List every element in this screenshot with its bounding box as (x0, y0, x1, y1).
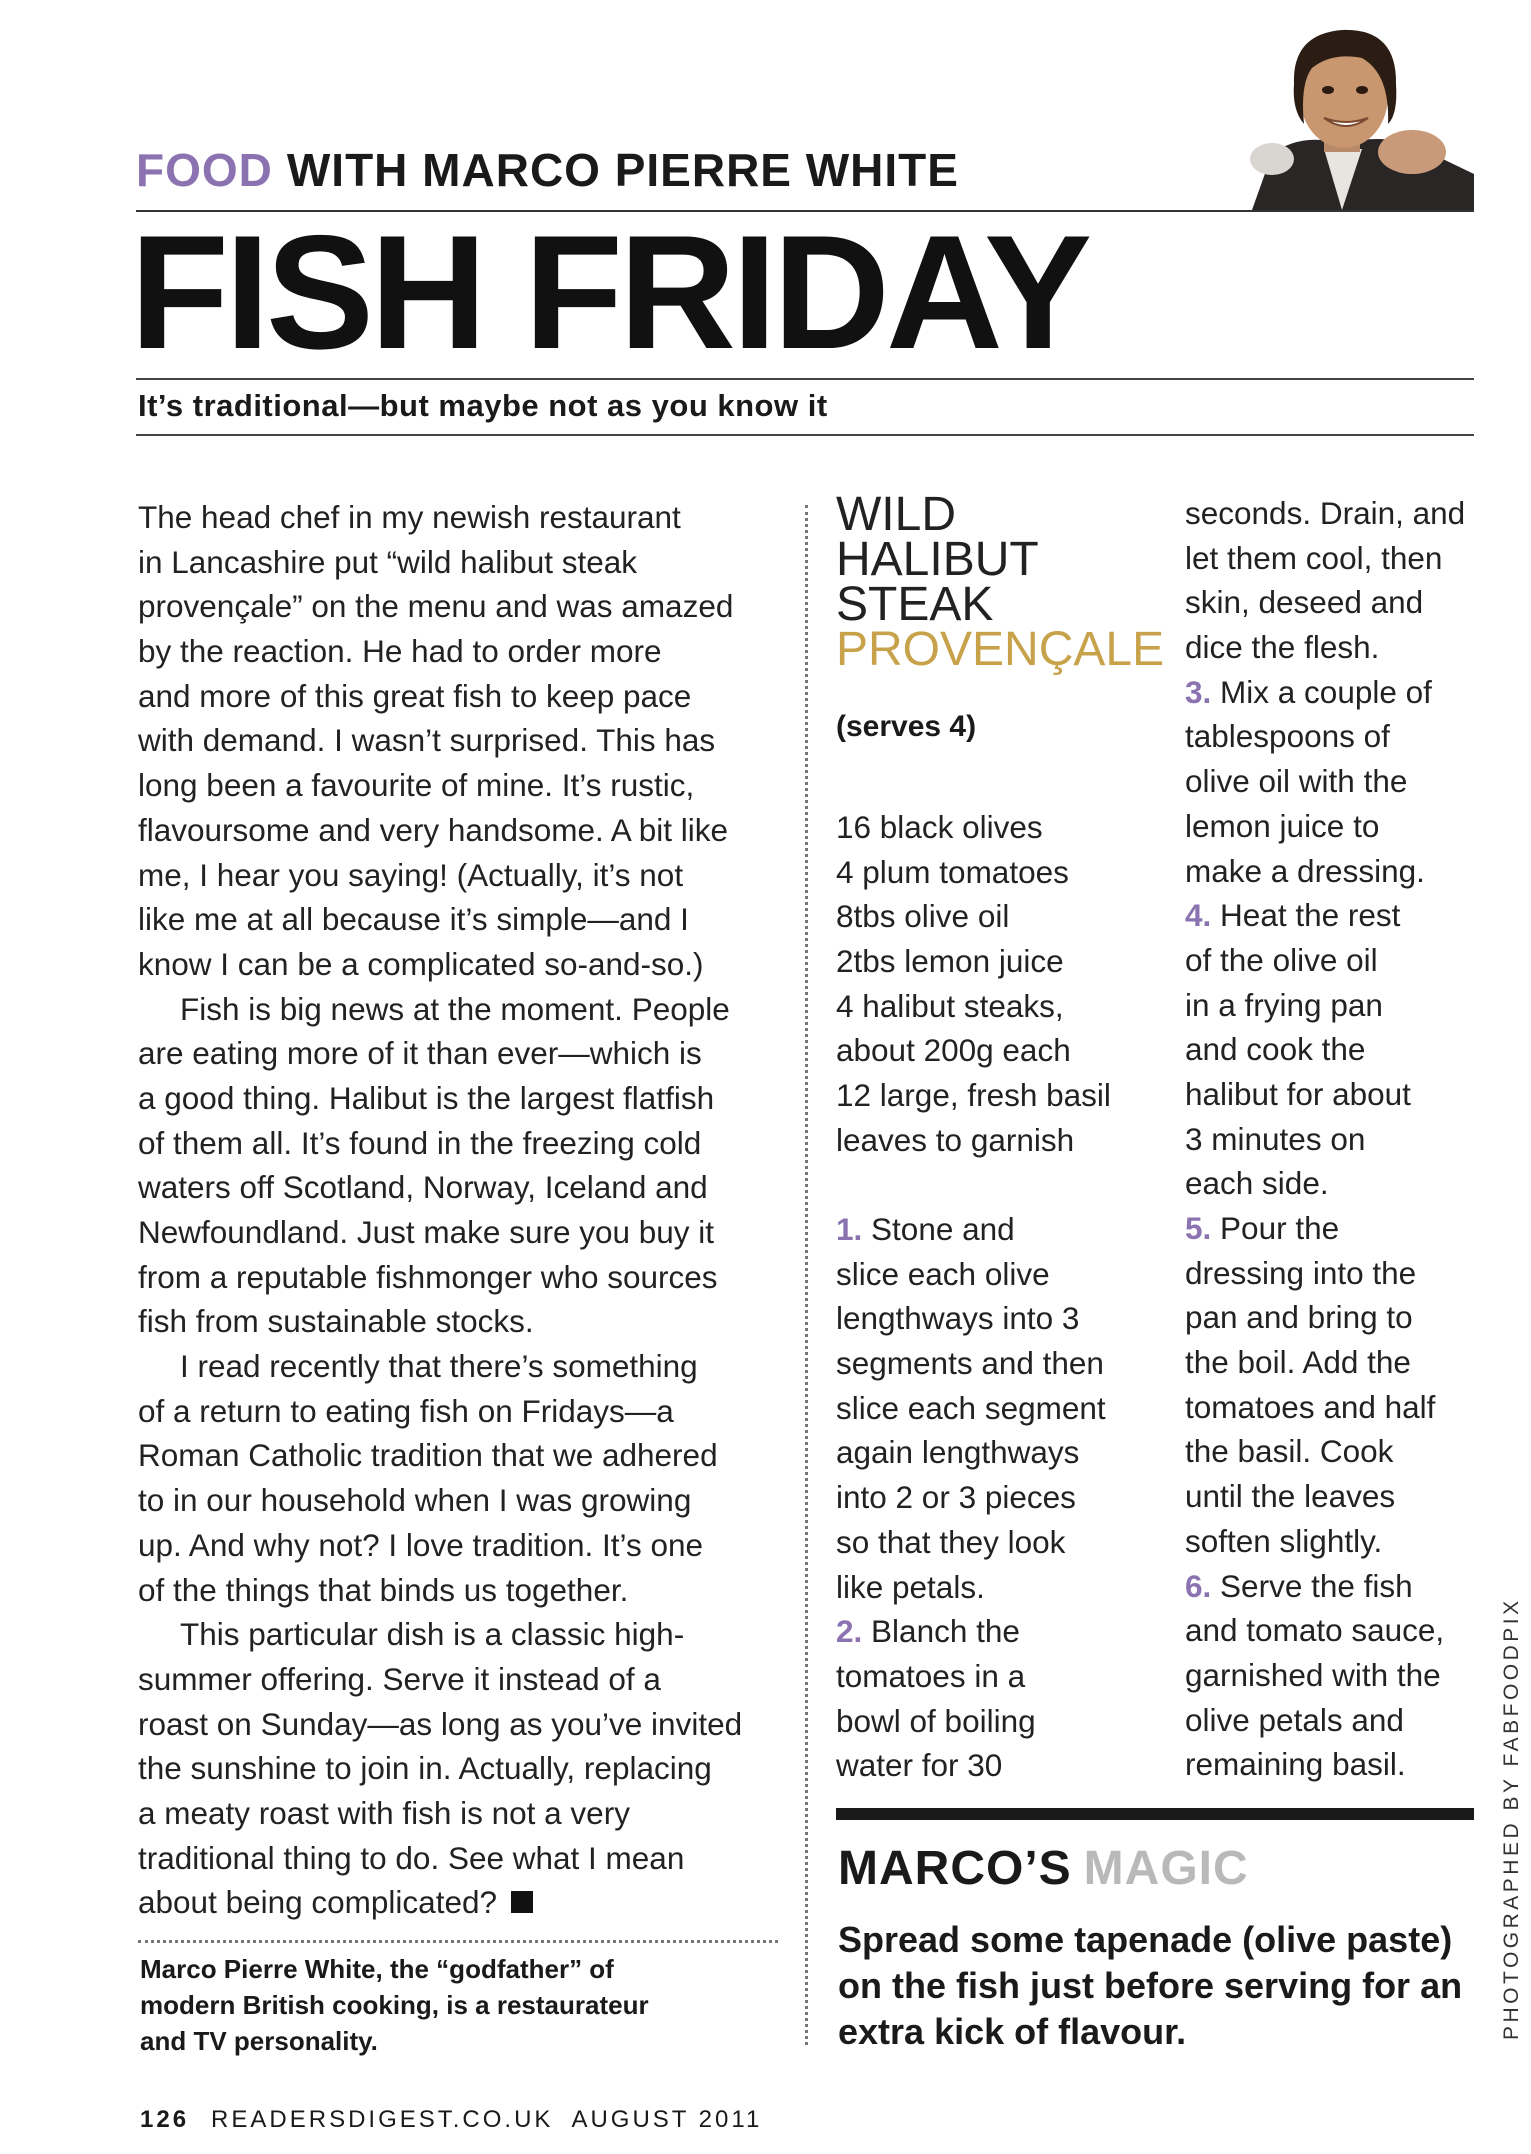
ingredient-item: 8tbs olive oil (836, 898, 1010, 935)
body-line-text: provençale” on the menu and was amazed (138, 588, 734, 625)
method-text: like petals. (836, 1568, 985, 1605)
body-line (138, 1478, 778, 1523)
method-line (836, 1743, 1106, 1788)
method-line (836, 1252, 1106, 1297)
author-bio (140, 1951, 780, 2059)
method-line (1185, 1072, 1465, 1117)
method-steps-col-a (836, 1207, 1106, 1788)
method-line (1185, 670, 1465, 715)
body-line (138, 1880, 778, 1925)
method-text: the basil. Cook (1185, 1433, 1394, 1470)
recipe-serves: (serves 4) (836, 710, 977, 743)
body-line-text: about being complicated? (138, 1884, 498, 1921)
method-line (1185, 1608, 1465, 1653)
body-line (138, 1657, 778, 1702)
method-text: make a dressing. (1185, 852, 1425, 889)
magic-tip-line: on the fish just before serving for an (838, 1965, 1463, 2006)
body-line (138, 674, 778, 719)
method-text: again lengthways (836, 1434, 1080, 1471)
body-line-text: of them all. It’s found in the freezing cold (138, 1124, 702, 1161)
bio-line: and TV personality. (140, 2026, 378, 2056)
ingredient-item: about 200g each (836, 1032, 1071, 1069)
body-line-text: long been a favourite of mine. It’s rustic, (138, 767, 695, 804)
page-footer (140, 2106, 762, 2134)
body-line-text: waters off Scotland, Norway, Iceland and (138, 1169, 708, 1206)
method-line (1185, 580, 1465, 625)
body-line (138, 1344, 778, 1389)
method-text: dressing into the (1185, 1254, 1417, 1291)
method-text: until the leaves (1185, 1478, 1396, 1515)
method-text: Blanch the (871, 1613, 1020, 1650)
method-line (1185, 1385, 1465, 1430)
body-line (138, 718, 778, 763)
method-line (836, 1565, 1106, 1610)
body-line-text: from a reputable fishmonger who sources (138, 1258, 718, 1295)
footer-site: READERSDIGEST.CO.UK (211, 2106, 554, 2133)
body-line (138, 495, 778, 540)
method-line (1185, 1474, 1465, 1519)
method-text: segments and then (836, 1345, 1104, 1382)
body-line (138, 897, 778, 942)
ingredient-item: 16 black olives (836, 809, 1043, 845)
method-text: lengthways into 3 (836, 1300, 1080, 1337)
body-line-text: are eating more of it than ever—which is (138, 1035, 702, 1072)
body-line (138, 629, 778, 674)
method-text: the boil. Add the (1185, 1344, 1411, 1381)
body-line (138, 1568, 778, 1613)
photo-credit: PHOTOGRAPHED BY FABFOODPIX (1500, 1597, 1523, 2040)
body-line (138, 1836, 778, 1881)
method-line (1185, 893, 1465, 938)
bio-line: Marco Pierre White, the “godfather” of (140, 1954, 614, 1984)
method-text: remaining basil. (1185, 1746, 1406, 1783)
method-line (1185, 1564, 1465, 1609)
method-line (1185, 625, 1465, 670)
method-text: so that they look (836, 1523, 1066, 1560)
method-text: and tomato sauce, (1185, 1612, 1445, 1649)
body-line (138, 942, 778, 987)
method-line (1185, 1698, 1465, 1743)
body-line (138, 808, 778, 853)
magic-title-dark: MARCO’S (838, 1842, 1072, 1895)
body-line (138, 1702, 778, 1747)
method-text: each side. (1185, 1165, 1329, 1202)
method-text: and cook the (1185, 1031, 1366, 1068)
bio-divider (138, 1940, 778, 1943)
method-line (1185, 1206, 1465, 1251)
method-text: in a frying pan (1185, 986, 1383, 1023)
body-line (138, 540, 778, 585)
body-line (138, 1121, 778, 1166)
method-text: skin, deseed and (1185, 584, 1424, 621)
recipe-title-line: STEAK (836, 578, 994, 631)
body-line-text: Fish is big news at the moment. People (180, 990, 730, 1027)
standfirst-bottom-rule (136, 434, 1474, 436)
body-line-text: like me at all because it’s simple—and I (138, 901, 689, 938)
body-line (138, 987, 778, 1032)
method-text: olive petals and (1185, 1701, 1404, 1738)
method-text: pan and bring to (1185, 1299, 1413, 1336)
method-text: tomatoes and half (1185, 1388, 1436, 1425)
body-line-text: I read recently that there’s something (180, 1348, 698, 1385)
method-text: Heat the rest (1220, 897, 1401, 934)
body-line (138, 1255, 778, 1300)
body-line-text: fish from sustainable stocks. (138, 1303, 534, 1340)
body-line-text: in Lancashire put “wild halibut steak (138, 543, 638, 580)
body-line-text: of the things that binds us together. (138, 1571, 629, 1608)
method-text: tomatoes in a (836, 1657, 1026, 1694)
body-line (138, 1076, 778, 1121)
body-line (138, 1299, 778, 1344)
method-line (836, 1654, 1106, 1699)
method-line (1185, 938, 1465, 983)
method-text: olive oil with the (1185, 763, 1408, 800)
method-steps-col-b (1185, 491, 1465, 1787)
method-text: lemon juice to (1185, 807, 1380, 844)
method-line (1185, 983, 1465, 1028)
method-text: garnished with the (1185, 1656, 1441, 1693)
method-line (836, 1430, 1106, 1475)
recipe-title-accent: PROVENÇALE (836, 623, 1165, 676)
body-line-text: Roman Catholic tradition that we adhered (138, 1437, 718, 1474)
method-line (836, 1296, 1106, 1341)
method-line (1185, 804, 1465, 849)
chef-portrait-photo (1212, 14, 1474, 210)
footer-date: AUGUST 2011 (571, 2106, 763, 2133)
section-kicker: FOOD (136, 144, 273, 196)
standfirst-top-rule (136, 378, 1474, 380)
step-number: 1. (836, 1211, 863, 1247)
recipe-title (836, 488, 1165, 676)
magic-tip-line: extra kick of flavour. (838, 2011, 1187, 2052)
body-line (138, 1389, 778, 1434)
step-number: 6. (1185, 1567, 1212, 1604)
body-line (138, 763, 778, 808)
method-line (1185, 1027, 1465, 1072)
method-line (1185, 1117, 1465, 1162)
column-divider (805, 505, 808, 2045)
method-line (836, 1207, 1106, 1252)
method-line (836, 1609, 1106, 1654)
body-line-text: by the reaction. He had to order more (138, 633, 662, 670)
step-number: 5. (1185, 1210, 1212, 1246)
method-text: 3 minutes on (1185, 1120, 1366, 1157)
method-text: Serve the fish (1220, 1567, 1413, 1604)
recipe-title-line: WILD (836, 488, 956, 541)
body-line-text: summer offering. Serve it instead of a (138, 1660, 661, 1697)
method-text: Stone and (871, 1211, 1015, 1247)
body-line-text: a meaty roast with fish is not a very (138, 1794, 630, 1831)
method-text: seconds. Drain, and (1185, 495, 1466, 531)
method-text: into 2 or 3 pieces (836, 1479, 1076, 1516)
method-text: water for 30 (836, 1747, 1003, 1784)
body-line-text: The head chef in my newish restaurant (138, 499, 681, 535)
body-line (138, 1746, 778, 1791)
method-line (1185, 1429, 1465, 1474)
ingredient-list (836, 805, 1111, 1163)
method-text: slice each olive (836, 1255, 1050, 1292)
page-number: 126 (140, 2106, 190, 2133)
body-line (138, 1612, 778, 1657)
body-line-text: to in our household when I was growing (138, 1482, 692, 1519)
ingredient-item: 4 halibut steaks, (836, 987, 1064, 1024)
method-text: tablespoons of (1185, 718, 1390, 755)
ingredient-item: leaves to garnish (836, 1121, 1075, 1158)
standfirst: It’s traditional—but maybe not as you know it (138, 388, 828, 423)
method-line (1185, 1742, 1465, 1787)
body-line-text: roast on Sunday—as long as you’ve invited (138, 1705, 743, 1742)
step-number: 2. (836, 1613, 863, 1650)
step-number: 3. (1185, 673, 1212, 710)
method-text: Pour the (1220, 1210, 1340, 1246)
method-text: Mix a couple of (1220, 673, 1432, 710)
body-line-text: of a return to eating fish on Fridays—a (138, 1392, 674, 1429)
magic-rule (836, 1808, 1474, 1820)
ingredient-item: 2tbs lemon juice (836, 943, 1064, 980)
step-number: 4. (1185, 897, 1212, 934)
body-line-text: Newfoundland. Just make sure you buy it (138, 1214, 715, 1250)
body-line-text: up. And why not? I love tradition. It’s one (138, 1526, 704, 1563)
method-line (1185, 536, 1465, 581)
body-line-text: know I can be a complicated so-and-so.) (138, 945, 704, 982)
body-line-text: flavoursome and very handsome. A bit like (138, 811, 729, 848)
method-text: halibut for about (1185, 1075, 1411, 1112)
ingredient-item: 12 large, fresh basil (836, 1077, 1111, 1114)
body-line (138, 1433, 778, 1478)
method-text: dice the flesh. (1185, 629, 1380, 666)
method-text: bowl of boiling (836, 1702, 1036, 1739)
method-line (1185, 1251, 1465, 1296)
body-line-text: me, I hear you saying! (Actually, it’s not (138, 856, 684, 893)
method-text: slice each segment (836, 1389, 1106, 1426)
method-line (1185, 1340, 1465, 1385)
method-text: of the olive oil (1185, 941, 1378, 978)
body-line (138, 1031, 778, 1076)
method-line (1185, 759, 1465, 804)
body-line (138, 584, 778, 629)
method-line (836, 1386, 1106, 1431)
body-line-text: and more of this great fish to keep pace (138, 677, 692, 714)
bio-line: modern British cooking, is a restaurateur (140, 1990, 649, 2020)
section-byline: WITH MARCO PIERRE WHITE (286, 144, 959, 196)
body-line-text: with demand. I wasn’t surprised. This has (138, 722, 716, 759)
method-line (1185, 849, 1465, 894)
ingredient-item: 4 plum tomatoes (836, 853, 1069, 890)
body-line-text: traditional thing to do. See what I mean (138, 1839, 685, 1876)
page-headline: FISH FRIDAY (130, 202, 1089, 383)
method-line (1185, 491, 1465, 536)
method-line (1185, 1295, 1465, 1340)
method-line (836, 1699, 1106, 1744)
body-line (138, 1210, 778, 1255)
magic-title (838, 1841, 1249, 1896)
method-text: soften slightly. (1185, 1522, 1383, 1559)
body-line (138, 1791, 778, 1836)
body-line-text: a good thing. Halibut is the largest flatfish (138, 1079, 715, 1116)
end-of-article-square-icon (511, 1891, 533, 1913)
method-line (836, 1475, 1106, 1520)
method-line (1185, 1519, 1465, 1564)
body-line (138, 853, 778, 898)
method-line (1185, 1653, 1465, 1698)
body-line-text: This particular dish is a classic high- (180, 1616, 685, 1653)
body-line (138, 1523, 778, 1568)
method-line (836, 1341, 1106, 1386)
section-header (136, 143, 959, 197)
body-line (138, 1165, 778, 1210)
body-line-text: the sunshine to join in. Actually, replacing (138, 1750, 712, 1787)
method-line (1185, 714, 1465, 759)
method-line (1185, 1161, 1465, 1206)
article-body (138, 495, 778, 1925)
recipe-title-line: HALIBUT (836, 533, 1039, 586)
method-line (836, 1520, 1106, 1565)
magic-tip-line: Spread some tapenade (olive paste) (838, 1919, 1453, 1960)
method-text: let them cool, then (1185, 539, 1443, 576)
magic-tip (838, 1917, 1462, 2055)
magic-title-light: MAGIC (1083, 1842, 1249, 1895)
